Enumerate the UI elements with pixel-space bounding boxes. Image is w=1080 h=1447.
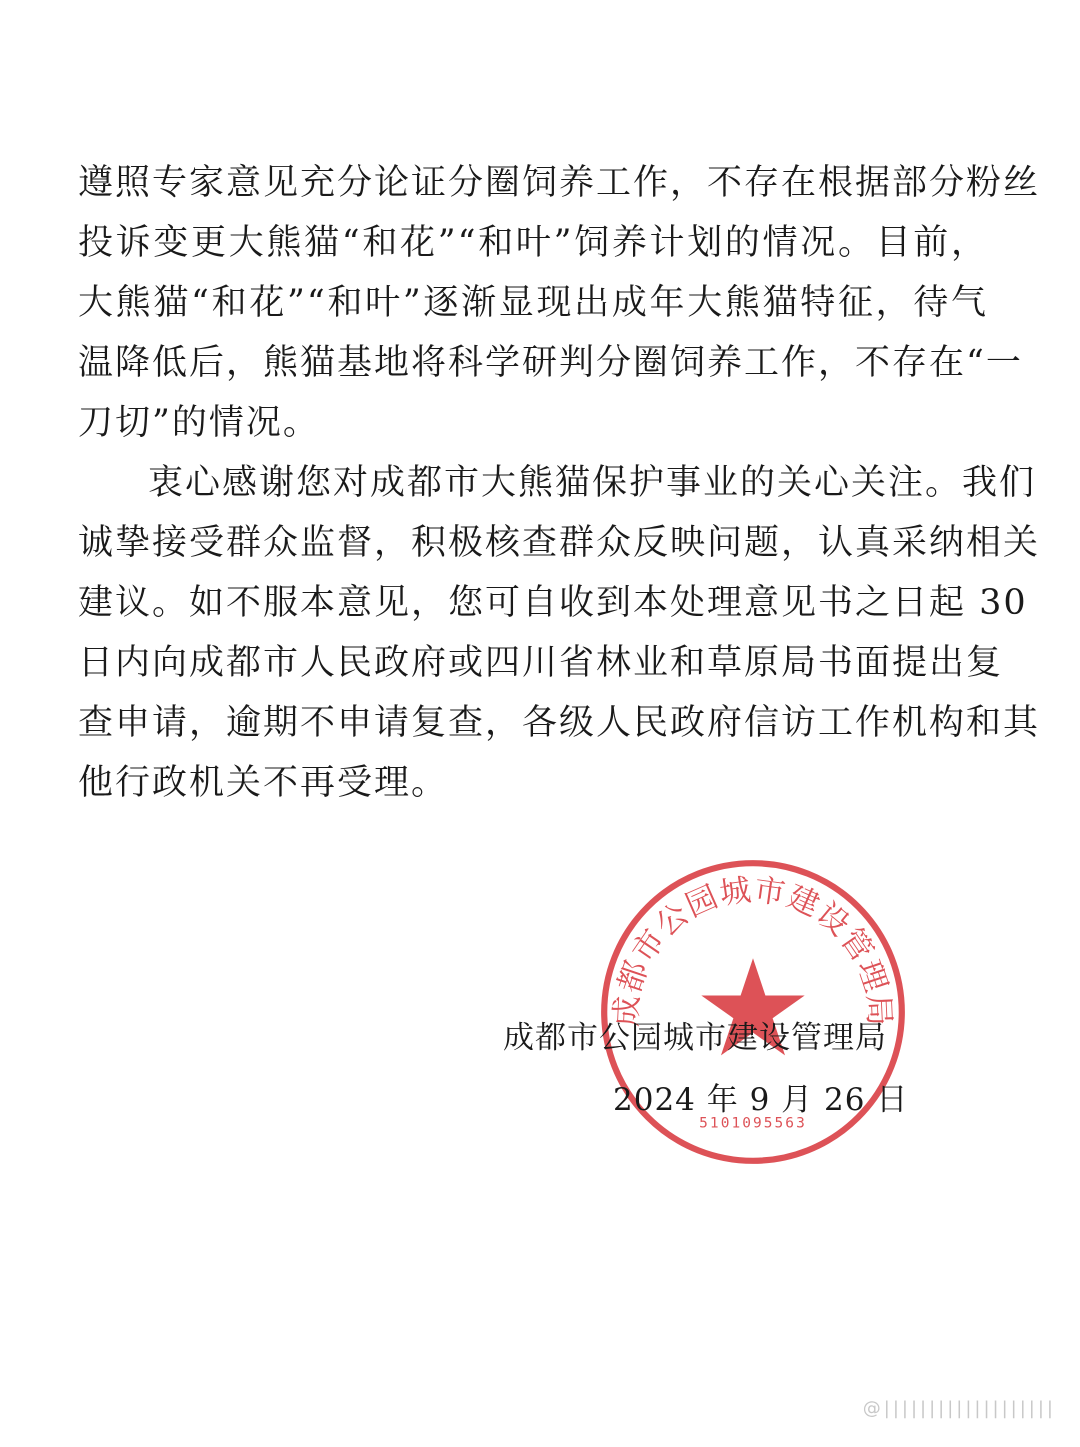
signature-organization: 成都市公园城市建设管理局 bbox=[503, 1020, 887, 1056]
body-line-6: 衷心感谢您对成都市大熊猫保护事业的关心关注。我们 bbox=[148, 463, 1037, 503]
official-seal bbox=[598, 857, 908, 1167]
watermark: @||||||||||||||||||| bbox=[862, 1398, 1056, 1419]
body-line-4: 温降低后，熊猫基地将科学研判分圈饲养工作，不存在“一 bbox=[78, 343, 1023, 383]
svg-text:5101095563: 5101095563 bbox=[699, 1115, 807, 1132]
svg-text:成都市公园城市建设管理局: 成都市公园城市建设管理局 bbox=[608, 872, 898, 1028]
body-line-7: 诚挚接受群众监督，积极核查群众反映问题，认真采纳相关 bbox=[78, 523, 1041, 563]
body-line-1: 遵照专家意见充分论证分圈饲养工作，不存在根据部分粉丝 bbox=[78, 163, 1041, 203]
signature-date: 2024 年 9 月 26 日 bbox=[613, 1082, 909, 1118]
body-line-8: 建议。如不服本意见，您可自收到本处理意见书之日起 30 bbox=[78, 583, 1028, 623]
body-line-9: 日内向成都市人民政府或四川省林业和草原局书面提出复 bbox=[78, 643, 1004, 683]
body-line-2: 投诉变更大熊猫“和花”“和叶”饲养计划的情况。目前， bbox=[78, 223, 988, 263]
body-line-3: 大熊猫“和花”“和叶”逐渐显现出成年大熊猫特征，待气 bbox=[78, 283, 988, 323]
body-line-5: 刀切”的情况。 bbox=[78, 403, 320, 443]
body-line-11: 他行政机关不再受理。 bbox=[78, 763, 449, 803]
body-line-10: 查申请，逾期不申请复查，各级人民政府信访工作机构和其 bbox=[78, 703, 1041, 743]
